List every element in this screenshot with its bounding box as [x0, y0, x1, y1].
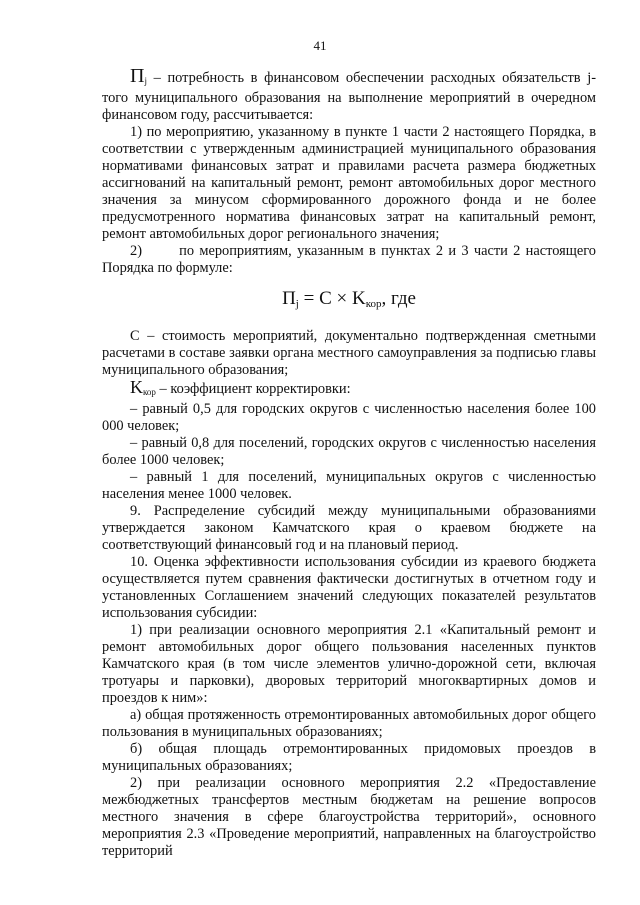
paragraph-9: 9. Распределение субсидий между муниципальными образованиями утверждается законом Камчатского края о краевом бюджете на соответствующий финансовый год и на плановый период. — [102, 503, 596, 553]
k-item: – равный 1 для поселений, муниципальных округов с численностью населения менее 1000 человек. — [102, 469, 596, 502]
formula-middle: = C × K — [303, 288, 366, 309]
symbol-p-subscript: j — [144, 76, 147, 86]
paragraph-10-item-2: 2) при реализации основного мероприятия 2.2 «Предоставление межбюджетных трансфертов местным бюджетам на решение вопросов местного значения в сфере благоустройства территорий», основного мероприятия 2.3 «Проведение мероприятий, направленных на благоустройство территорий — [102, 775, 596, 859]
document-body — [102, 65, 596, 860]
formula-lhs: П — [282, 288, 296, 309]
k-subscript: кор — [143, 387, 156, 397]
paragraph-10-item-1b: б) общая площадь отремонтированных придомовых проездов в муниципальных образованиях; — [102, 741, 596, 774]
k-item: – равный 0,8 для поселений, городских округов с численностью населения более 1000 человек; — [102, 435, 596, 468]
k-definition-text: – коэффициент корректировки: — [159, 381, 351, 397]
paragraph-10-item-1: 1) при реализации основного мероприятия 2.1 «Капитальный ремонт и ремонт автомобильных дорог общего пользования населенных пунктов Камчатского края (в том числе элементов улично-дорожной сети, включая тротуары и парковки), дворовых территорий многоквартирных домов и проездов к ним»: — [102, 622, 596, 706]
item-1: 1) по мероприятию, указанному в пункте 1 части 2 настоящего Порядка, в соответствии с утвержденным администрацией муниципального образования нормативами финансовых затрат и правилами расчета размера бюджетных ассигнований на капитальный ремонт, ремонт автомобильных дорог местного значения за минусом сформированного дорожного фонда и не более предусмотренного норматива финансовых затрат на капитальный ремонт, ремонт автомобильных дорог регионального значения; — [102, 124, 596, 242]
item-2: 2) по мероприятиям, указанным в пунктах 2 и 3 части 2 настоящего Порядка по формуле: — [102, 243, 596, 276]
formula-lhs-subscript: j — [295, 298, 299, 310]
intro-paragraph — [102, 65, 596, 124]
k-item: – равный 0,5 для городских округов с численностью населения более 100 000 человек; — [102, 401, 596, 434]
c-definition: C – стоимость мероприятий, документально подтвержденная сметными расчетами в составе заявки органа местного самоуправления за подписью главы муниципального образования; — [102, 328, 596, 378]
page-number: 41 — [313, 38, 327, 53]
paragraph-10-item-1a: а) общая протяженность отремонтированных автомобильных дорог общего пользования в муниципальных образованиях; — [102, 707, 596, 740]
k-symbol: K — [130, 377, 143, 397]
formula — [102, 287, 596, 316]
k-definition — [102, 379, 596, 401]
paragraph-10: 10. Оценка эффективности использования субсидии из краевого бюджета осуществляется путем сравнения фактически достигнутых в отчетном году и установленных Соглашением значений следующих показателей результатов использования субсидии: — [102, 554, 596, 621]
symbol-p: П — [130, 65, 145, 87]
formula-k-subscript: кор — [365, 298, 382, 310]
formula-tail: , где — [381, 288, 416, 309]
intro-text: – потребность в финансовом обеспечении расходных обязательств j-того муниципального образования на выполнение мероприятий в очередном финансовом году, рассчитывается: — [102, 70, 596, 123]
